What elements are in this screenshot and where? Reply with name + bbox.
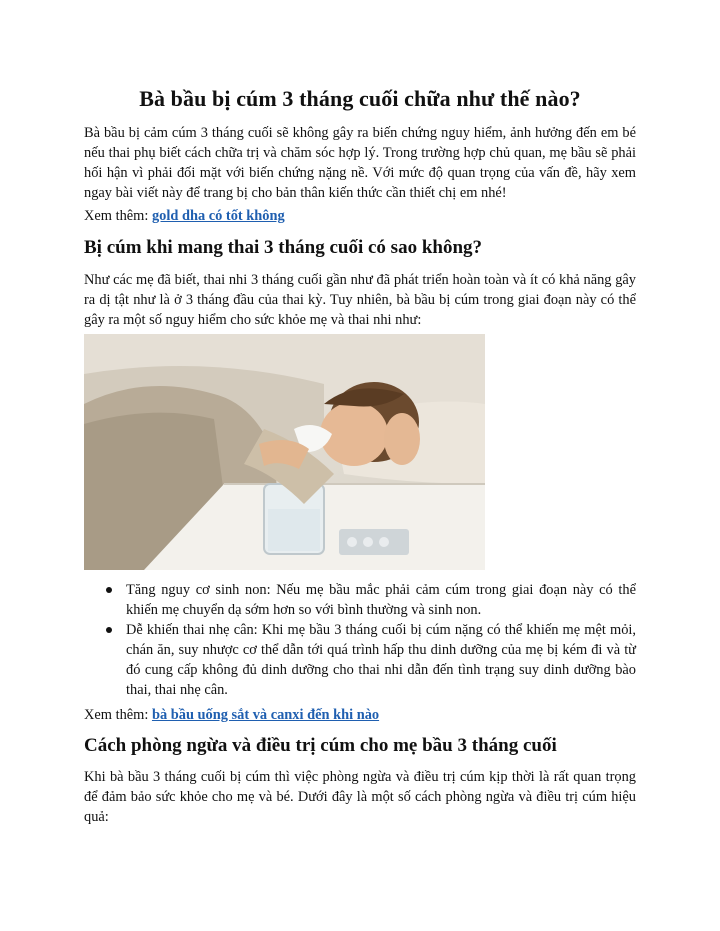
section-2-heading: Cách phòng ngừa và điều trị cúm cho mẹ bầu 3 tháng cuối — [84, 735, 557, 756]
list-item — [84, 620, 636, 700]
see-also-2-link[interactable]: bà bầu uống sắt và canxi đến khi nào — [151, 707, 380, 723]
see-also-1-link[interactable]: gold dha có tốt không — [151, 208, 285, 224]
list-item-text: Dễ khiến thai nhẹ cân: Khi mẹ bầu 3 tháng cuối bị cúm nặng có thể khiến mẹ mệt mỏi, chán ăn, suy nhược cơ thể dẫn tới quá trình hấp thu dinh dưỡng của mẹ bị kém đi và từ đó cung cấp không đủ dinh dưỡng cho thai nhi dẫn đến tình trạng suy dinh dưỡng bào thai, thai nhẹ cân. — [126, 622, 636, 698]
list-item — [84, 580, 636, 620]
see-also-2 — [84, 707, 379, 724]
bullet-icon — [106, 587, 112, 593]
intro-paragraph: Bà bầu bị cảm cúm 3 tháng cuối sẽ không gây ra biến chứng nguy hiểm, ảnh hưởng đến em bé nếu thai phụ biết cách chữa trị và chăm sóc hợp lý. Trong trường hợp chủ quan, mẹ bầu sẽ phải hối hận vì phải đối mặt với biến chứng nặng nề. Với mức độ quan trọng của vấn đề, hãy xem ngay bài viết này để trang bị cho bản thân kiến thức cần thiết chị em nhé! — [84, 125, 636, 201]
list-item-text: Tăng nguy cơ sinh non: Nếu mẹ bầu mắc phải cảm cúm trong giai đoạn này có thể khiến mẹ chuyển dạ sớm hơn so với bình thường và sinh non. — [126, 582, 636, 618]
see-also-1 — [84, 208, 285, 225]
risk-list — [84, 580, 636, 700]
page-title: Bà bầu bị cúm 3 tháng cuối chữa như thế nào? — [139, 86, 581, 111]
see-also-1-prefix: Xem thêm: — [84, 208, 149, 224]
see-also-2-prefix: Xem thêm: — [84, 707, 149, 723]
section-2-body: Khi bà bầu 3 tháng cuối bị cúm thì việc phòng ngừa và điều trị cúm kịp thời là rất quan trọng để đảm bảo sức khỏe cho mẹ và bé. Dưới đây là một số cách phòng ngừa và điều trị cúm hiệu quả: — [84, 769, 636, 825]
section-1-body: Như các mẹ đã biết, thai nhi 3 tháng cuối gần như đã phát triển hoàn toàn và ít có khả năng gây ra dị tật như là ở 3 tháng đầu của thai kỳ. Tuy nhiên, bà bầu bị cúm trong giai đoạn này có thể gây ra một số nguy hiểm cho sức khỏe mẹ và thai nhi như: — [84, 272, 636, 328]
bullet-icon — [106, 627, 112, 633]
section-1-heading: Bị cúm khi mang thai 3 tháng cuối có sao không? — [84, 237, 483, 258]
sick-woman-illustration — [84, 334, 485, 570]
sick-woman-photo — [84, 334, 485, 570]
